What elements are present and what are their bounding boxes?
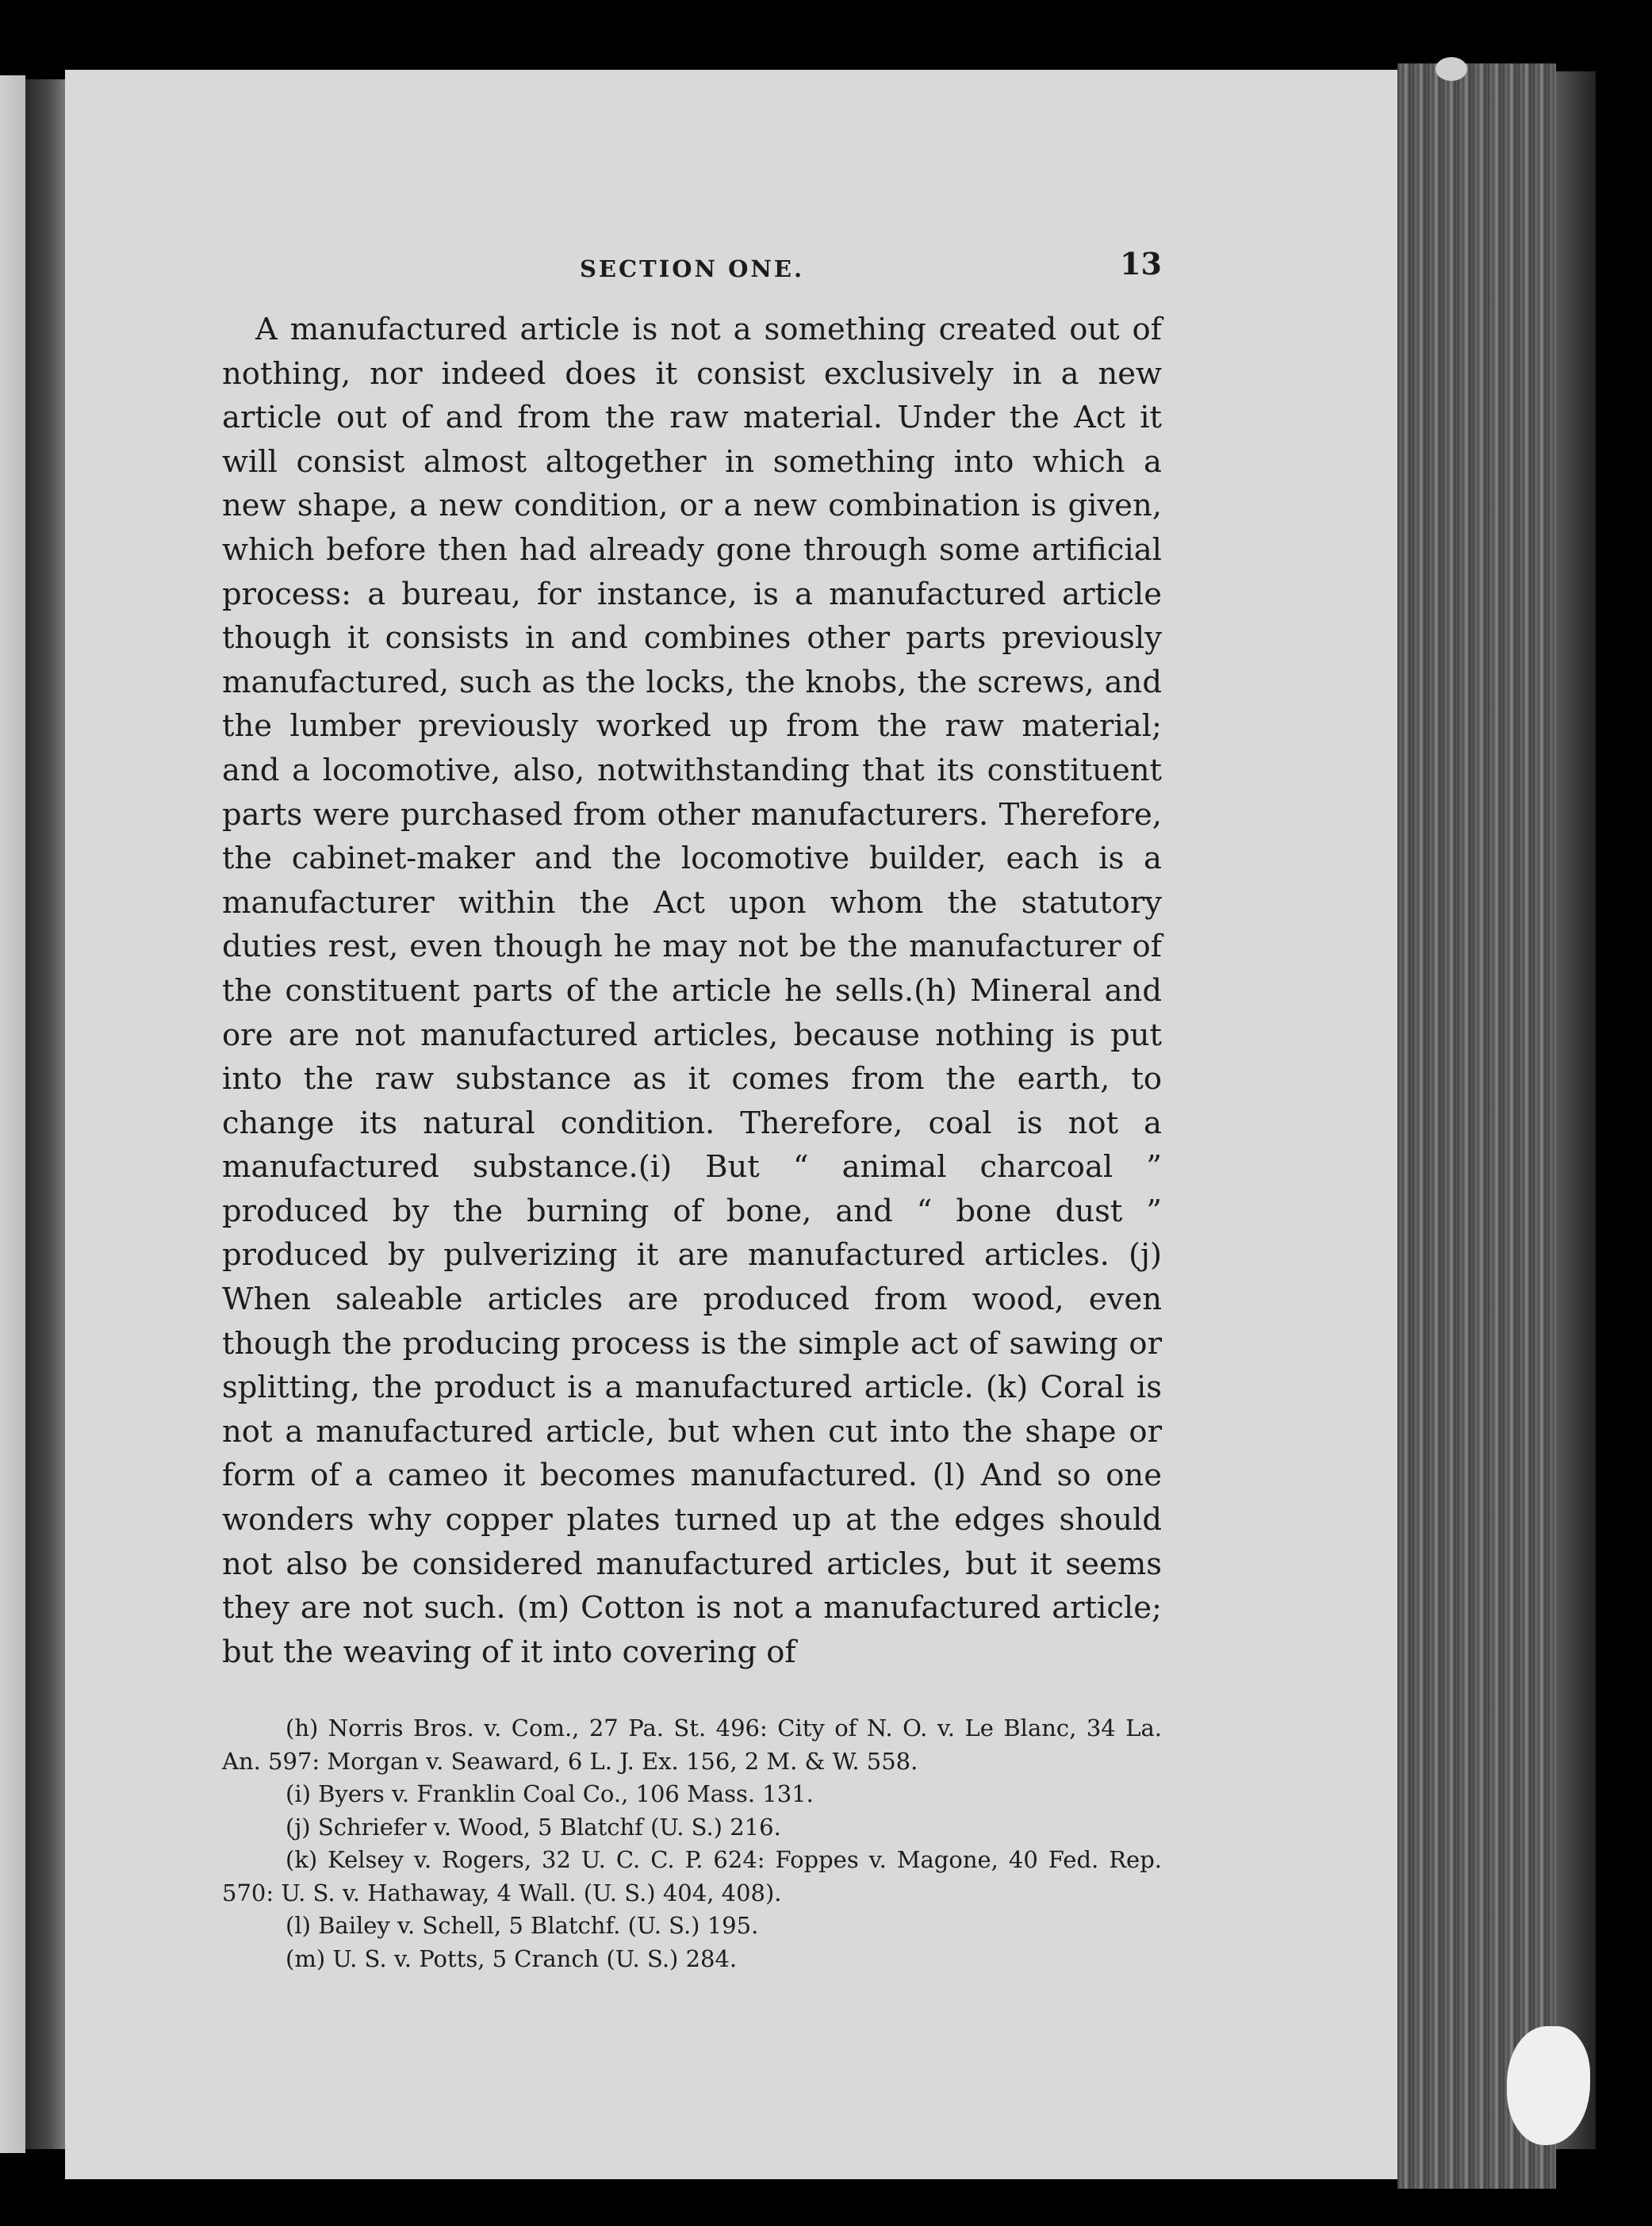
footnote-k: (k) Kelsey v. Rogers, 32 U. C. C. P. 624: Foppes v. Magone, 40 Fed. Rep. 570: U. S. v. Hathaway, 4 Wall. (U. S.) 404, 408). bbox=[222, 1846, 1162, 1906]
footnote-j: (j) Schriefer v. Wood, 5 Blatchf (U. S.) 216. bbox=[286, 1813, 781, 1841]
book-spine-edge bbox=[1397, 63, 1556, 2189]
book-gutter bbox=[25, 79, 65, 2149]
footnote-l: (l) Bailey v. Schell, 5 Blatchf. (U. S.) 195. bbox=[286, 1912, 759, 1940]
footnotes bbox=[222, 1712, 1162, 1975]
left-page-edge bbox=[0, 75, 25, 2153]
page-content bbox=[222, 246, 1162, 1975]
footnote-m: (m) U. S. v. Potts, 5 Cranch (U. S.) 284. bbox=[286, 1944, 738, 1972]
section-title: SECTION ONE. bbox=[579, 255, 805, 282]
running-head bbox=[222, 246, 1162, 293]
paper-speck bbox=[1435, 57, 1467, 81]
page-number: 13 bbox=[1120, 246, 1162, 282]
body-paragraph: A manufactured article is not a something created out of nothing, nor indeed does it consist exclusively in a new article out of and from the raw material. Under the Act it will consist almost altogether in something into which a new shape, a new condition, or a new combination is given, which before then had already gone through some artificial process: a bureau, for instance, is a manufactured article though it consists in and combines other parts previously manufactured, such as the locks, the knobs, the screws, and the lumber previously worked up from the raw material; and a locomotive, also, notwithstanding that its constituent parts were purchased from other manufacturers. Therefore, the cabinet-maker and the locomotive builder, each is a manufacturer within the Act upon whom the statutory duties rest, even though he may not be the manufacturer of the constituent parts of the article he sells.(h) Mineral and ore are not manufactured articles, because nothing is put into the raw substance as it comes from the earth, to change its natural condition. Therefore, coal is not a manufactured substance.(i) But “ animal charcoal ” produced by the burning of bone, and “ bone dust ” produced by pulverizing it are manufactured articles. (j) When saleable articles are produced from wood, even though the producing process is the simple act of sawing or splitting, the product is a manufactured article. (k) Coral is not a manufactured article, but when cut into the shape or form of a cameo it becomes manufactured. (l) And so one wonders why copper plates turned up at the edges should not also be considered manufactured articles, but it seems they are not such. (m) Cotton is not a manufactured article; but the weaving of it into covering of bbox=[222, 312, 1162, 1670]
footnote-h: (h) Norris Bros. v. Com., 27 Pa. St. 496: City of N. O. v. Le Blanc, 34 La. An. 597: Morgan v. Seaward, 6 L. J. Ex. 156, 2 M. & W. 558. bbox=[222, 1715, 1162, 1775]
book-cover-edge bbox=[1556, 71, 1596, 2149]
footnote-i: (i) Byers v. Franklin Coal Co., 106 Mass. 131. bbox=[286, 1780, 814, 1808]
